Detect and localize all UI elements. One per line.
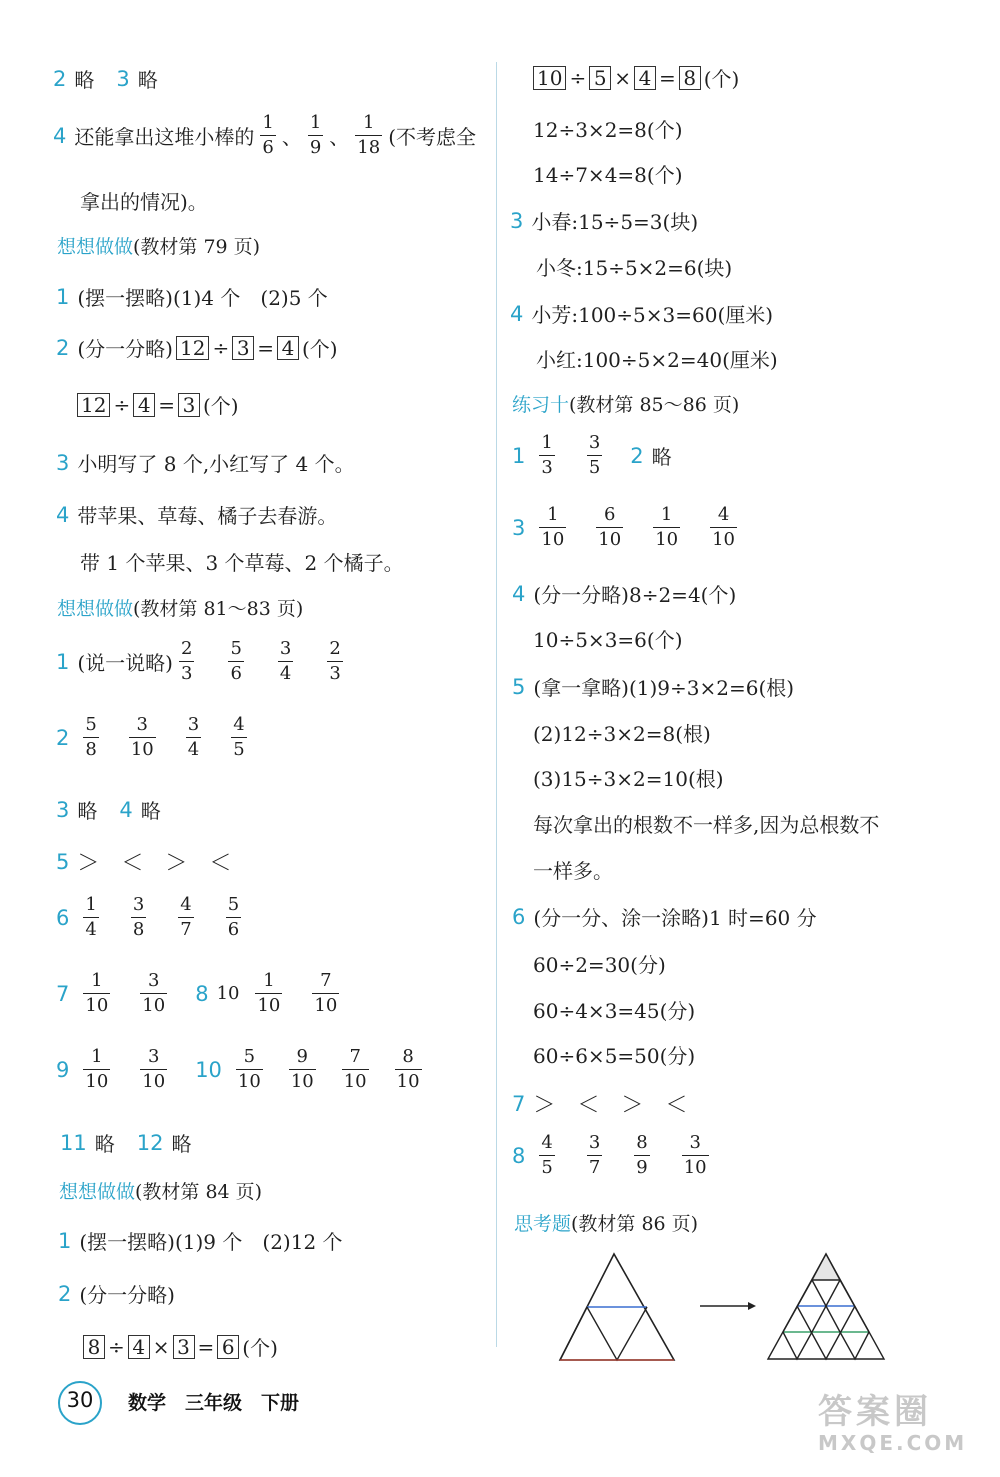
item-number: 2 xyxy=(56,335,70,360)
answer-text: (分一分略)8÷2=4(个) xyxy=(533,583,737,607)
answer-text: (摆一摆略)(1)4 个 (2)5 个 xyxy=(77,286,328,310)
answer-line xyxy=(512,672,794,701)
answer-line xyxy=(512,434,672,477)
answer-line xyxy=(512,902,817,931)
item-number: 2 xyxy=(58,1281,72,1306)
answer-text: 60÷2=30(分) xyxy=(533,953,666,977)
answer-text: (说一说略) xyxy=(77,651,173,675)
boxed-number: 8 xyxy=(679,66,701,90)
answer-text: (3)15÷3×2=10(根) xyxy=(533,767,724,791)
triangle-diagram xyxy=(552,1248,892,1366)
item-number: 7 xyxy=(512,1091,526,1116)
item-number: 4 xyxy=(119,797,133,822)
answer-text: 略 xyxy=(77,799,98,823)
boxed-number: 6 xyxy=(217,1335,239,1359)
fraction: $\frac{1}{6}$ xyxy=(262,112,274,158)
fraction: $\frac{3}{4}$ xyxy=(187,714,200,760)
fraction: $\frac{3}{10}$ xyxy=(142,970,166,1016)
item-number: 3 xyxy=(116,66,130,91)
answer-line xyxy=(56,640,349,683)
item-number: 1 xyxy=(512,443,526,468)
item-number: 5 xyxy=(56,849,70,874)
answer-line xyxy=(53,64,158,93)
item-number: 3 xyxy=(56,450,70,475)
item-number: 7 xyxy=(56,981,70,1006)
answer-line xyxy=(510,206,698,235)
answer-line xyxy=(56,896,247,939)
item-number: 4 xyxy=(56,502,70,527)
fraction: $\frac{2}{3}$ xyxy=(180,638,193,684)
fraction: $\frac{1}{9}$ xyxy=(309,112,322,158)
answer-text: 每次拿出的根数不一样多,因为总根数不 xyxy=(533,813,880,837)
item-number: 10 xyxy=(195,1057,222,1082)
boxed-number: 3 xyxy=(178,393,200,417)
page-number: 30 xyxy=(66,1388,94,1412)
fraction: $\frac{6}{10}$ xyxy=(598,504,622,550)
fraction: $\frac{3}{10}$ xyxy=(130,714,154,760)
boxed-number: 4 xyxy=(133,393,155,417)
section-ref: (教材第 85～86 页) xyxy=(569,394,740,416)
answer-text: (分一分略) xyxy=(77,337,173,361)
arrow-head-icon xyxy=(748,1302,756,1310)
answer-text: (不考虑全 xyxy=(388,125,476,149)
item-number: 8 xyxy=(195,981,209,1006)
fraction: $\frac{5}{10}$ xyxy=(237,1046,261,1092)
answer-text: 10÷5×3=6(个) xyxy=(533,628,683,652)
answer-text: 还能拿出这堆小棒的 xyxy=(74,125,255,149)
item-number: 12 xyxy=(136,1130,164,1155)
item-number: 9 xyxy=(56,1057,70,1082)
item-number: 4 xyxy=(512,581,526,606)
item-number: 2 xyxy=(53,66,67,91)
item-number: 11 xyxy=(60,1130,87,1155)
item-number: 8 xyxy=(512,1143,526,1168)
section-title: 想想做做 xyxy=(57,236,134,258)
answer-text: 略 xyxy=(94,1132,115,1156)
answer-line xyxy=(56,846,231,877)
boxed-number: 3 xyxy=(232,336,254,360)
section-title: 练习十 xyxy=(512,394,570,416)
fraction: $\frac{1}{3}$ xyxy=(541,432,553,478)
fraction: $\frac{1}{4}$ xyxy=(85,894,97,940)
fraction: $\frac{5}{6}$ xyxy=(230,638,242,684)
fraction: $\frac{8}{10}$ xyxy=(396,1046,420,1092)
item-number: 1 xyxy=(56,649,70,674)
fraction: $\frac{1}{10}$ xyxy=(85,970,109,1016)
answer-text: 略 xyxy=(651,445,672,469)
answer-text: 略 xyxy=(137,68,158,92)
boxed-number: 5 xyxy=(589,66,611,90)
fraction: $\frac{8}{9}$ xyxy=(636,1132,648,1178)
answer-text: (分一分、涂一涂略)1 时=60 分 xyxy=(533,906,817,930)
answer-text: 略 xyxy=(171,1132,192,1156)
answer-text: 小明写了 8 个,小红写了 4 个。 xyxy=(77,452,355,476)
answer-line xyxy=(56,795,161,824)
answer-text: 60÷6×5=50(分) xyxy=(533,1044,696,1068)
item-number: 2 xyxy=(56,725,70,750)
fraction: $\frac{3}{8}$ xyxy=(132,894,145,940)
answer-line: 2 (分一分略) 12 ÷ 3 = 4 (个) xyxy=(56,333,338,362)
section-heading xyxy=(514,1209,698,1236)
boxed-number: 10 xyxy=(533,66,566,90)
answer-text: (2)12÷3×2=8(根) xyxy=(533,722,711,746)
answer-line xyxy=(56,972,345,1015)
item-number: 6 xyxy=(56,905,70,930)
boxed-number: 3 xyxy=(173,1335,195,1359)
section-ref: (教材第 84 页) xyxy=(135,1181,263,1203)
answer-text: (摆一摆略)(1)9 个 (2)12 个 xyxy=(79,1230,343,1254)
item-number: 1 xyxy=(58,1228,72,1253)
fraction: $\frac{1}{10}$ xyxy=(257,970,281,1016)
section-heading xyxy=(512,390,739,417)
item-number: 3 xyxy=(56,797,70,822)
answer-line xyxy=(56,448,355,477)
fraction: $\frac{4}{7}$ xyxy=(180,894,192,940)
answer-text: (拿一拿略)(1)9÷3×2=6(根) xyxy=(533,676,795,700)
section-heading xyxy=(57,232,260,259)
answer-text: 带 1 个苹果、3 个草莓、2 个橘子。 xyxy=(80,551,404,575)
fraction: $\frac{3}{4}$ xyxy=(279,638,292,684)
fraction: $\frac{7}{10}$ xyxy=(343,1046,367,1092)
answer-line: 12 ÷ 4 = 3 (个) xyxy=(74,390,239,419)
fraction: $\frac{7}{10}$ xyxy=(314,970,338,1016)
section-ref: (教材第 79 页) xyxy=(133,236,261,258)
watermark-logo: 答案圈 MXQE.COM xyxy=(818,1392,968,1455)
answer-line xyxy=(56,282,328,311)
answer-line xyxy=(512,1088,687,1119)
column-divider xyxy=(496,62,497,1347)
fraction: $\frac{4}{5}$ xyxy=(233,714,245,760)
section-ref: (教材第 86 页) xyxy=(571,1213,699,1235)
boxed-number: 12 xyxy=(77,393,110,417)
answer-text: 小红:100÷5×2=40(厘米) xyxy=(536,348,778,372)
answer-text: ＞ ＜ ＞ ＜ xyxy=(533,1093,688,1118)
answer-line xyxy=(512,579,736,608)
item-number: 1 xyxy=(56,284,70,309)
boxed-number: 4 xyxy=(634,66,656,90)
section-heading xyxy=(57,594,303,621)
item-number: 4 xyxy=(510,301,524,326)
section-title: 想想做做 xyxy=(57,598,134,620)
section-title: 想想做做 xyxy=(59,1181,136,1203)
fraction: $\frac{3}{10}$ xyxy=(142,1046,166,1092)
answer-text: 拿出的情况)。 xyxy=(80,190,208,214)
item-number: 5 xyxy=(512,674,526,699)
section-ref: (教材第 81～83 页) xyxy=(133,598,304,620)
answer-text: 带苹果、草莓、橘子去春游。 xyxy=(77,504,338,528)
answer-line: 8 ÷ 4 × 3 = 6 (个) xyxy=(80,1332,278,1361)
answer-line xyxy=(512,1134,715,1177)
answer-line xyxy=(58,1226,343,1255)
item-number: 3 xyxy=(510,208,524,233)
answer-line xyxy=(510,299,773,328)
book-title: 数学 三年级 下册 xyxy=(128,1392,300,1414)
section-heading xyxy=(59,1177,262,1204)
fraction: $\frac{1}{10}$ xyxy=(655,504,679,550)
answer-text: 60÷4×3=45(分) xyxy=(533,999,696,1023)
answer-line xyxy=(58,1279,175,1308)
answer-text: (分一分略) xyxy=(79,1283,175,1307)
answer-text: 小芳:100÷5×3=60(厘米) xyxy=(531,303,774,327)
boxed-number: 8 xyxy=(83,1335,105,1359)
answer-text: ＞ ＜ ＞ ＜ xyxy=(77,851,232,876)
fraction: $\frac{1}{18}$ xyxy=(357,112,381,158)
answer-text: 12÷3×2=8(个) xyxy=(533,118,683,142)
answer-line xyxy=(56,716,253,759)
fraction: $\frac{4}{5}$ xyxy=(541,1132,553,1178)
answer-line xyxy=(60,1128,191,1157)
boxed-number: 4 xyxy=(128,1335,150,1359)
answer-text: 10 xyxy=(216,983,240,1004)
fraction: $\frac{3}{10}$ xyxy=(683,1132,707,1178)
fraction: $\frac{3}{7}$ xyxy=(588,1132,601,1178)
fraction: $\frac{5}{8}$ xyxy=(85,714,97,760)
fraction: $\frac{1}{10}$ xyxy=(85,1046,109,1092)
answer-text: 小冬:15÷5×2=6(块) xyxy=(536,256,733,280)
answer-text: 一样多。 xyxy=(533,859,613,883)
fraction: $\frac{5}{6}$ xyxy=(227,894,240,940)
answer-line xyxy=(56,1048,428,1091)
answer-line xyxy=(512,506,743,549)
answer-text: 略 xyxy=(140,799,161,823)
answer-line: 4 还能拿出这堆小棒的 $\frac{1}{6}$ 、 $\frac{1}{9}$ 、 $\frac{1}{18}$ (不考虑全 xyxy=(53,112,476,158)
answer-text: 小春:15÷5=3(块) xyxy=(531,210,699,234)
boxed-number: 4 xyxy=(277,336,299,360)
answer-line xyxy=(56,500,337,529)
fraction: $\frac{3}{5}$ xyxy=(588,432,601,478)
answer-text: 略 xyxy=(74,68,95,92)
answer-text: 14÷7×4=8(个) xyxy=(533,163,683,187)
boxed-number: 12 xyxy=(176,336,209,360)
item-number: 2 xyxy=(630,443,644,468)
answer-line: 10 ÷ 5 × 4 = 8 (个) xyxy=(530,63,739,92)
section-title: 思考题 xyxy=(514,1213,572,1235)
fraction: $\frac{4}{10}$ xyxy=(712,504,735,550)
fraction: $\frac{1}{10}$ xyxy=(541,504,565,550)
item-number: 4 xyxy=(53,123,67,148)
item-number: 6 xyxy=(512,904,526,929)
item-number: 3 xyxy=(512,515,526,540)
subdivided-triangle xyxy=(768,1254,884,1359)
fraction: $\frac{2}{3}$ xyxy=(329,638,341,684)
fraction: $\frac{9}{10}$ xyxy=(290,1046,314,1092)
